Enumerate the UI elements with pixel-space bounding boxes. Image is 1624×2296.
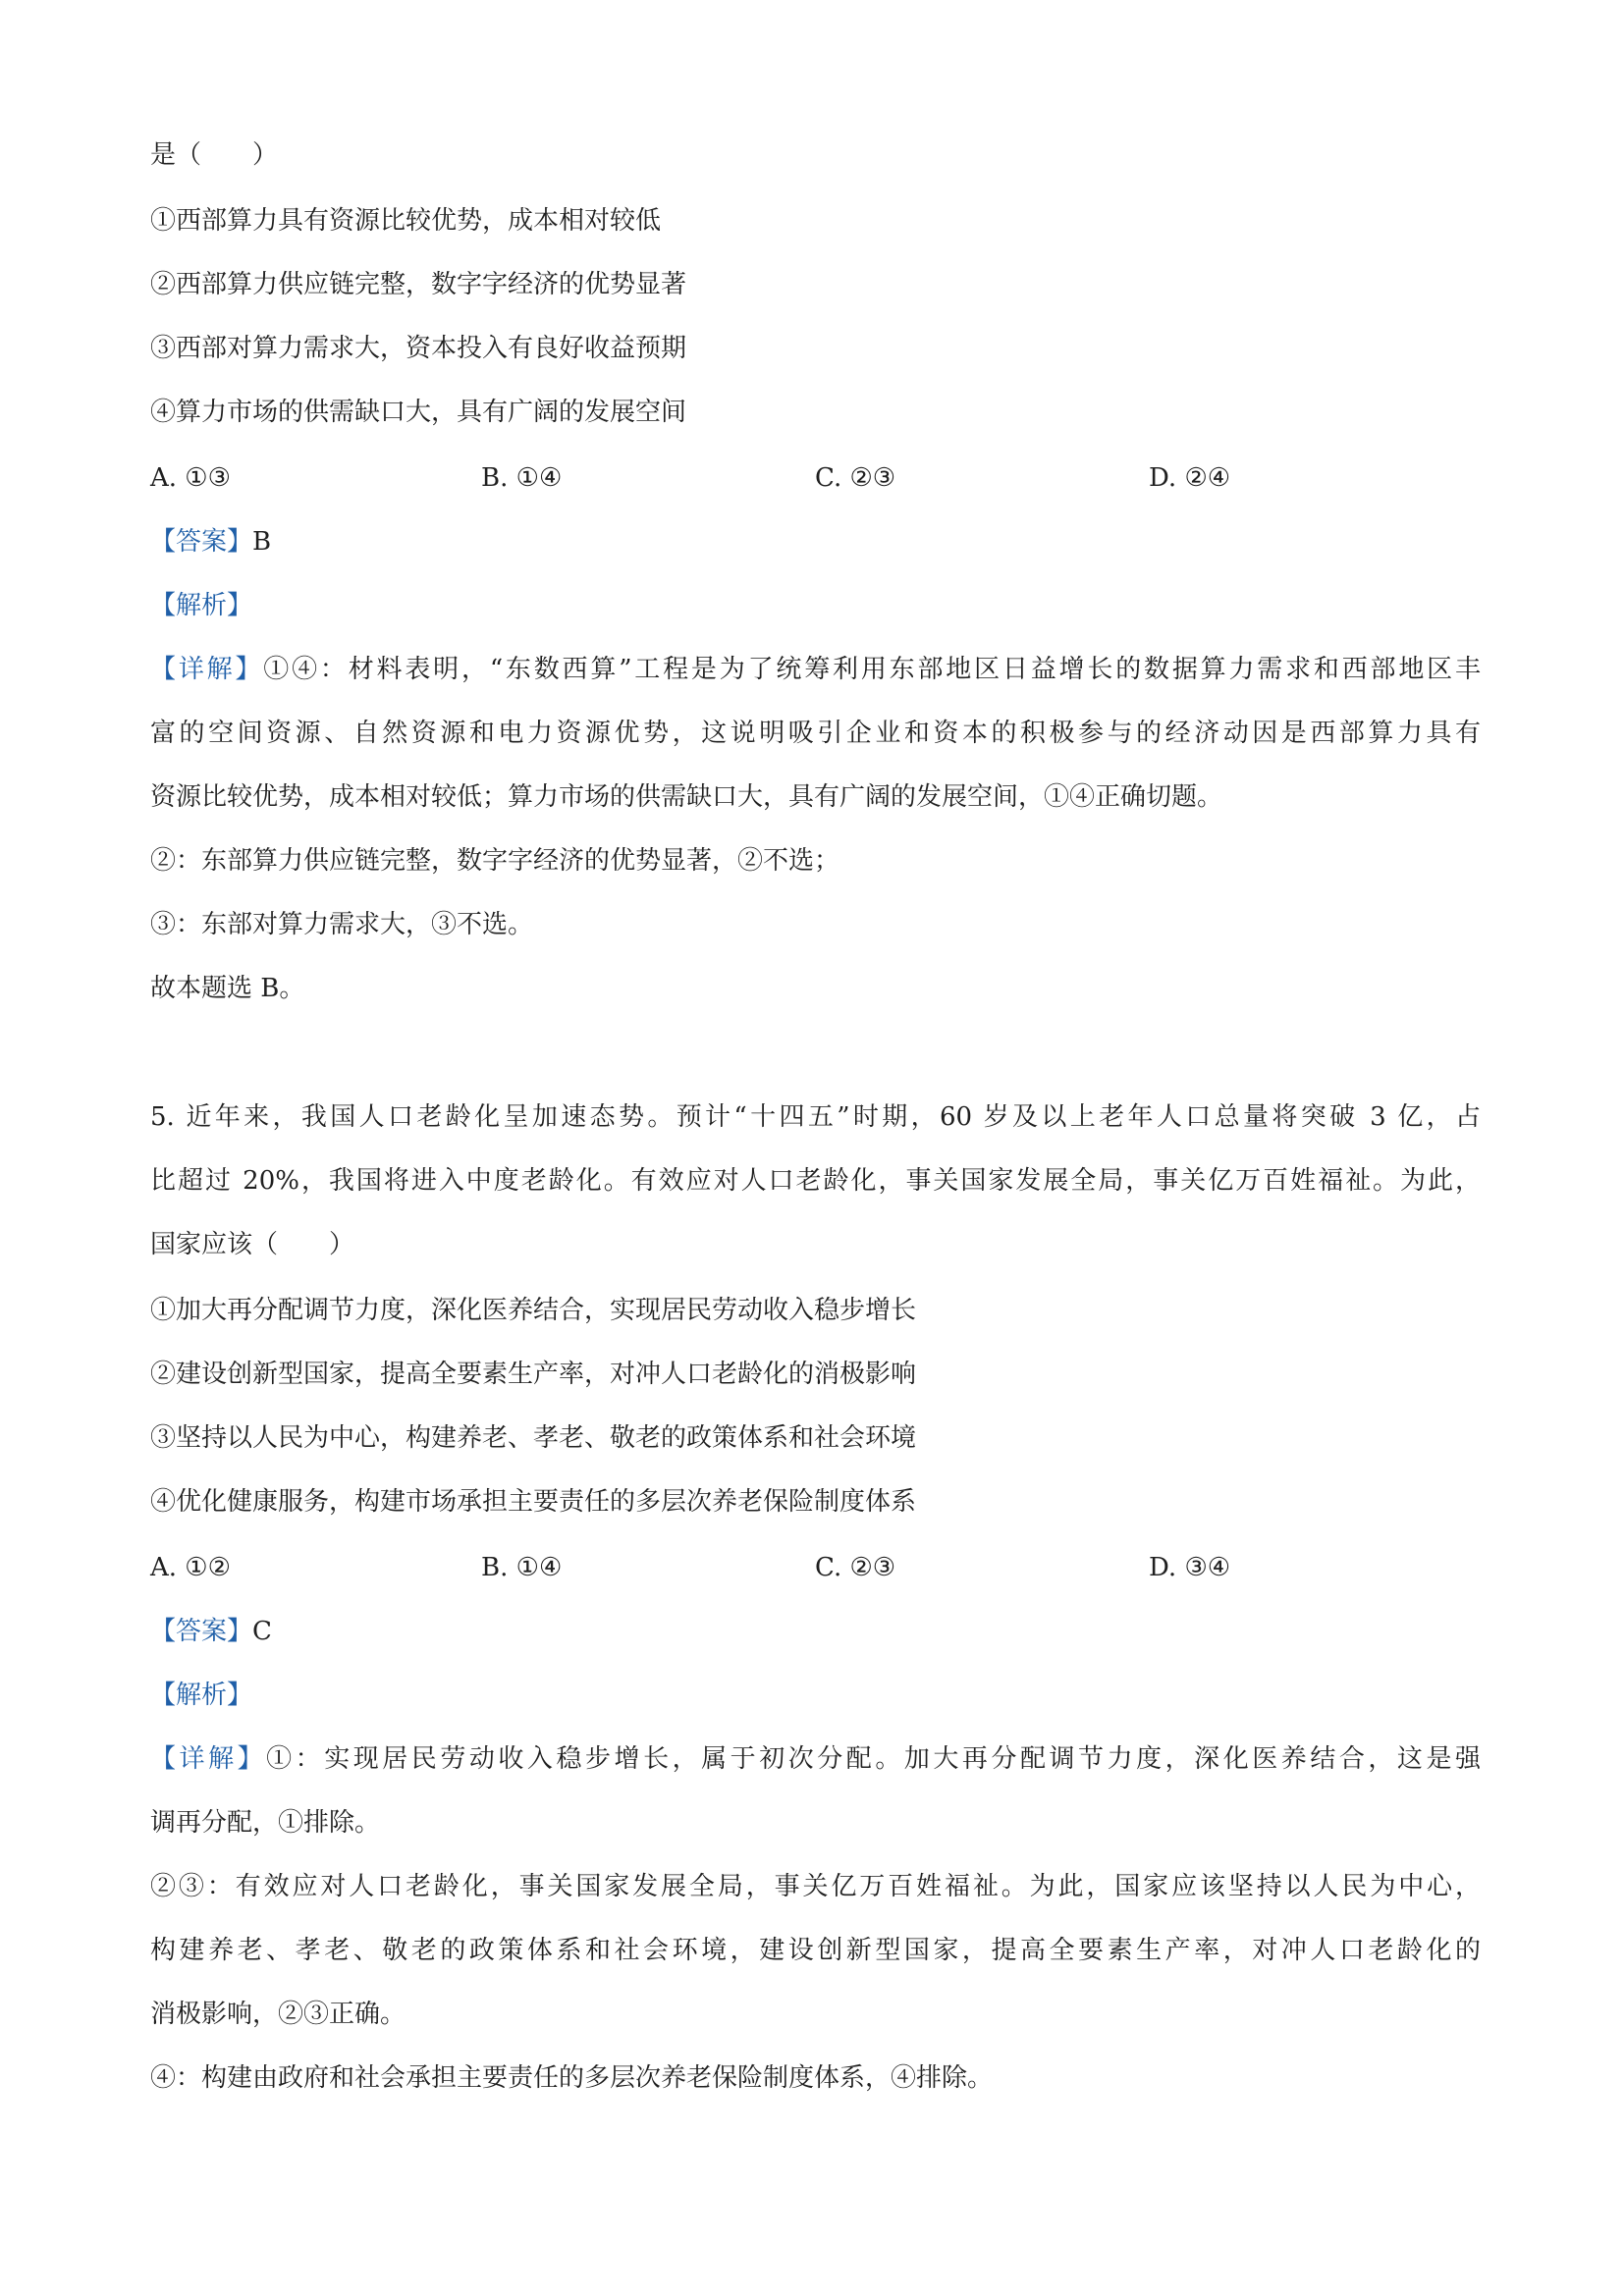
q5-stem-line-3: 国家应该（ ） <box>150 1230 355 1259</box>
q5-detail-label: 【详解】 <box>150 1744 267 1774</box>
q5-item-3: ③坚持以人民为中心，构建养老、孝老、敬老的政策体系和社会环境 <box>150 1423 917 1453</box>
q5-item-4: ④优化健康服务，构建市场承担主要责任的多层次养老保险制度体系 <box>150 1487 917 1517</box>
q4-answer-label: 【答案】 <box>150 527 253 557</box>
q5-answer-value: C <box>252 1617 272 1646</box>
q4-item-4: ④算力市场的供需缺口大，具有广阔的发展空间 <box>150 398 687 427</box>
q4-analysis-label: 【解析】 <box>150 591 253 620</box>
q5-option-b: B. ①④ <box>481 1553 563 1582</box>
q4-option-b: B. ①④ <box>481 463 563 493</box>
q4-item-3: ③西部对算力需求大，资本投入有良好收益预期 <box>150 334 687 363</box>
q4-option-c: C. ②③ <box>815 463 896 493</box>
q5-answer-label: 【答案】 <box>150 1617 253 1646</box>
q4-item-2: ②西部算力供应链完整，数字字经济的优势显著 <box>150 270 687 299</box>
q4-answer-value: B <box>252 527 272 557</box>
q5-option-c: C. ②③ <box>815 1553 896 1582</box>
q5-option-d: D. ③④ <box>1149 1553 1231 1582</box>
q4-item-1: ①西部算力具有资源比较优势，成本相对较低 <box>150 206 662 236</box>
q5-stem-line-1: 5. 近年来，我国人口老龄化呈加速态势。预计“十四五”时期，60 岁及以上老年人口总量将突破 3 亿，占 <box>150 1102 1481 1132</box>
q4-extra-line-1: ②：东部算力供应链完整，数字字经济的优势显著，②不选； <box>150 846 840 876</box>
q5-item-2: ②建设创新型国家，提高全要素生产率，对冲人口老龄化的消极影响 <box>150 1360 917 1389</box>
q5-analysis-label: 【解析】 <box>150 1681 253 1710</box>
q4-stem-tail: 是（ ） <box>150 140 279 170</box>
q4-option-d: D. ②④ <box>1149 463 1231 493</box>
q4-detail-line-2: 富的空间资源、自然资源和电力资源优势，这说明吸引企业和资本的积极参与的经济动因是西部算力具有 <box>150 719 1481 748</box>
q4-detail-line-3: 资源比较优势，成本相对较低；算力市场的供需缺口大，具有广阔的发展空间，①④正确切题。 <box>150 782 1223 812</box>
q5-detail-line-4: 构建养老、孝老、敬老的政策体系和社会环境，建设创新型国家，提高全要素生产率，对冲人口老龄化的 <box>150 1936 1481 1965</box>
q5-detail-line-5: 消极影响，②③正确。 <box>150 2000 406 2029</box>
q5-stem-line-2: 比超过 20%，我国将进入中度老龄化。有效应对人口老龄化，事关国家发展全局，事关亿万百姓福祉。为此， <box>150 1166 1481 1196</box>
q5-option-a: A. ①② <box>150 1553 231 1582</box>
q5-detail-line-2: 调再分配，①排除。 <box>150 1808 381 1838</box>
q5-answer <box>150 1612 272 1651</box>
q4-detail-line-1: 【详解】①④：材料表明，“东数西算”工程是为了统筹利用东部地区日益增长的数据算力需求和西部地区丰 <box>150 655 1481 684</box>
q5-detail-line-6: ④：构建由政府和社会承担主要责任的多层次养老保险制度体系，④排除。 <box>150 2063 994 2093</box>
q4-detail-label: 【详解】 <box>150 655 264 684</box>
q4-option-a: A. ①③ <box>150 463 231 493</box>
q5-item-1: ①加大再分配调节力度，深化医养结合，实现居民劳动收入稳步增长 <box>150 1296 917 1325</box>
q4-answer <box>150 522 271 561</box>
q4-extra-line-2: ③：东部对算力需求大，③不选。 <box>150 910 534 939</box>
q5-detail-line-3: ②③：有效应对人口老龄化，事关国家发展全局，事关亿万百姓福祉。为此，国家应该坚持以人民为中心， <box>150 1872 1481 1901</box>
q4-conclusion: 故本题选 B。 <box>150 974 305 1003</box>
q5-detail-line-1: 【详解】①：实现居民劳动收入稳步增长，属于初次分配。加大再分配调节力度，深化医养结合，这是强 <box>150 1744 1481 1774</box>
